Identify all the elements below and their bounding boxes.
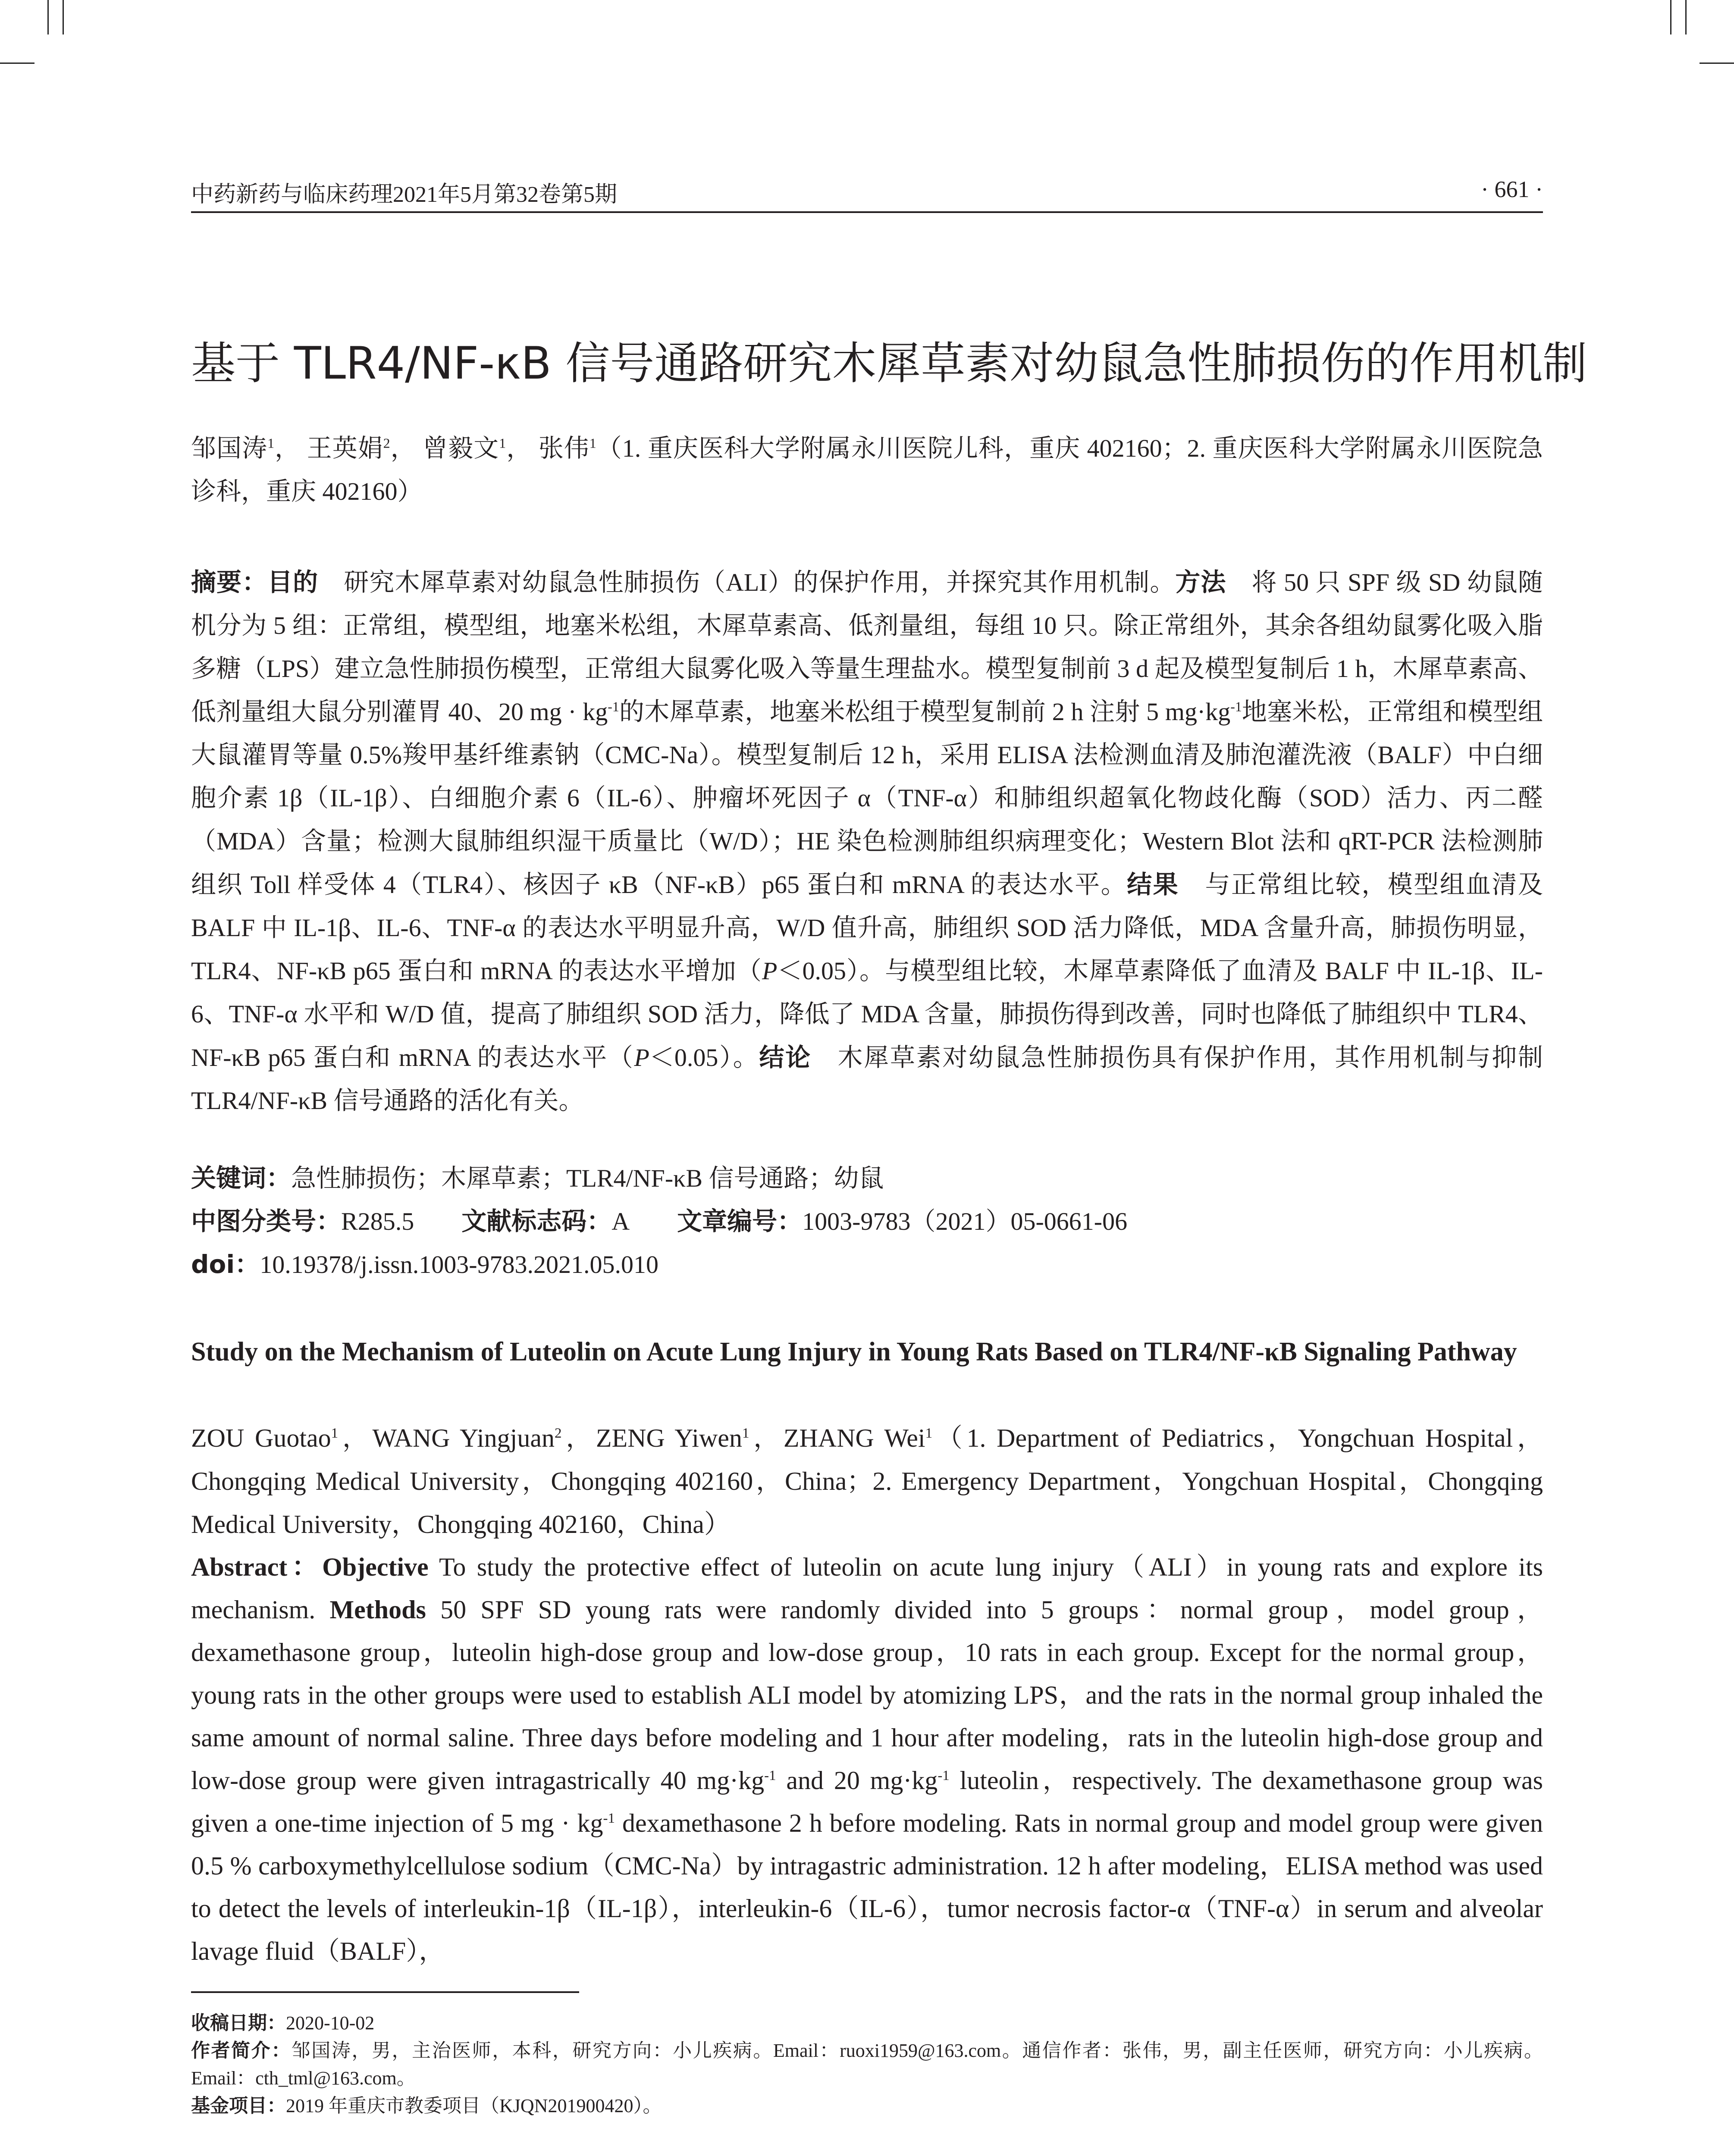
methods-text-en: dexamethasone 2 h before modeling. Rats in normal group and model group were given 0.5 % carboxymethylcellulose sodium（CMC-Na）by intragastric administration. 12 h after modeling，ELISA method was used to detect the levels of interleukin-1β（IL-1β），interleukin-6（IL-6），tumor necrosis factor-α（TNF-α）in serum and alveolar lavage fluid（BALF），: [191, 1809, 1543, 1965]
fund-info: [191, 2092, 1543, 2120]
results-label: 结果: [1127, 870, 1179, 899]
doc-code-label: 文献标志码：: [461, 1206, 612, 1236]
received-value: 2020-10-02: [286, 2012, 375, 2034]
doi-value: 10.19378/j.issn.1003-9783.2021.05.010: [260, 1250, 659, 1279]
article-title: 基于 TLR4/NF-κB 信号通路研究木犀草素对幼鼠急性肺损伤的作用机制: [191, 338, 1587, 389]
author-name: 曾毅文: [423, 434, 499, 462]
affil-marker: 1: [267, 436, 275, 451]
journal-name: 中药新药与临床药理2021年5月第32卷第5期: [191, 182, 618, 207]
crop-mark: [63, 0, 64, 34]
received-label: 收稿日期：: [191, 2012, 286, 2034]
crop-mark: [1700, 63, 1734, 64]
superscript: -1: [764, 1768, 776, 1783]
author-name: 邹国涛: [191, 434, 268, 462]
author-name: ZENG Yiwen: [596, 1424, 742, 1452]
conclusion-label: 结论: [759, 1043, 812, 1072]
abstract-label: 摘要：: [191, 567, 268, 597]
methods-text: 将 50 只 SPF 级 SD 幼鼠随机分为 5 组：正常组，模型组，地塞米松组，木犀草素高、低剂量组，每组 10 只。除正常组外，其余各组幼鼠雾化吸入脂多糖（LPS）建立急性肺损伤模型，正常组大鼠雾化吸入等量生理盐水。模型复制前 3 d 起及模型复制后 1 h，木犀草素高、低剂量组大鼠分别灌胃 40、20 mg · kg: [191, 568, 1543, 726]
superscript: -1: [1230, 699, 1242, 714]
results-text: ＜0.05）。: [649, 1044, 759, 1072]
footnote-rule: [191, 1991, 579, 1993]
p-symbol: P: [762, 957, 778, 985]
author-name: ZOU Guotao: [191, 1424, 331, 1452]
methods-label: 方法: [1175, 567, 1226, 597]
affiliation-cn: （1. 重庆医科大学附属永川医院儿科，重庆 402160；2. 重庆医科大学附属永川医院急诊科，重庆 402160）: [191, 434, 1543, 505]
author-bio-label: 作者简介：: [191, 2040, 292, 2062]
methods-label-en: Methods: [329, 1595, 426, 1624]
conclusion-text: 木犀草素对幼鼠急性肺损伤具有保护作用，其作用机制与抑制 TLR4/NF-κB 信号通路的活化有关。: [191, 1044, 1543, 1115]
author-bio-text: 邹国涛，男，主治医师，本科，研究方向：小儿疾病。Email：ruoxi1959@163.com。通信作者：张伟，男，副主任医师，研究方向：小儿疾病。Email：cth_tml@163.com。: [191, 2040, 1543, 2089]
crop-mark: [1685, 0, 1687, 34]
methods-text: 地塞米松，正常组和模型组大鼠灌胃等量 0.5%羧甲基纤维素钠（CMC-Na）。模型复制后 12 h，采用 ELISA 法检测血清及肺泡灌洗液（BALF）中白细胞介素 1β（IL-1β）、白细胞介素 6（IL-6）、肿瘤坏死因子 α（TNF-α）和肺组织超氧化物歧化酶（SOD）活力、丙二醛（MDA）含量；检测大鼠肺组织湿干质量比（W/D）；HE 染色检测肺组织病理变化；Western Blot 法和 qRT-PCR 法检测肺组织 Toll 样受体 4（TLR4）、核因子 κB（NF-κB）p65 蛋白和 mRNA 的表达水平。: [191, 698, 1543, 899]
footnotes: [191, 2009, 1543, 2120]
author-name: 张伟: [538, 434, 589, 462]
affil-marker: 1: [499, 436, 506, 451]
affil-marker: 2: [554, 1426, 562, 1441]
crop-mark: [47, 0, 49, 34]
received-date: [191, 2009, 1543, 2037]
clc-value: R285.5: [341, 1207, 414, 1235]
affil-marker: 1: [589, 436, 596, 451]
fund-label: 基金项目：: [191, 2095, 286, 2117]
author-name: 王英娟: [307, 434, 383, 462]
fund-text: 2019 年重庆市教委项目（KJQN201900420）。: [286, 2095, 662, 2116]
keywords-label: 关键词：: [191, 1163, 292, 1193]
article-title-en: Study on the Mechanism of Luteolin on Acute Lung Injury in Young Rats Based on TLR4/NF-κB Signaling Pathway: [191, 1337, 1517, 1366]
superscript: -1: [603, 1811, 615, 1826]
affiliation-en: （1. Department of Pediatrics，Yongchuan Hospital，Chongqing Medical University，Chongqing 402160，China；2. Emergency Department，Yongchuan Hospital，Chongqing Medical University，Chongqing 402160，China）: [191, 1424, 1543, 1539]
superscript: -1: [608, 699, 619, 714]
abstract-cn: [191, 561, 1543, 1122]
authors-cn: 邹国涛$^1$， 王英娟$^2$， 曾毅文$^1$， 张伟$^1$（1. 重庆医科大学附属永川医院儿科，重庆 402160；2. 重庆医科大学附属永川医院急诊科，重庆 402160）: [191, 434, 1543, 505]
results-text: ＜0.05）。与模型组比较，木犀草素降低了血清及 BALF 中 IL-1β、IL-6、TNF-α 水平和 W/D 值，提高了肺组织 SOD 活力，降低了 MDA 含量，肺损伤得到改善，同时也降低了肺组织中 TLR4、NF-κB p65 蛋白和 mRNA 的表达水平（: [191, 957, 1543, 1072]
author-name: ZHANG Wei: [783, 1424, 925, 1452]
author-name: WANG Yingjuan: [372, 1424, 555, 1452]
page-number: · 661 ·: [1481, 176, 1543, 202]
methods-text: 的木犀草素，地塞米松组于模型复制前 2 h 注射 5 mg·kg: [619, 698, 1231, 726]
objective-label-en: Objective: [322, 1553, 429, 1581]
running-header: [191, 176, 1543, 207]
results-text: 与正常组比较，模型组血清及 BALF 中 IL-1β、IL-6、TNF-α 的表达水平明显升高，W/D 值升高，肺组织 SOD 活力降低，MDA 含量升高，肺损伤明显，TLR4、NF-κB p65 蛋白和 mRNA 的表达水平增加（: [191, 871, 1543, 985]
author-bio: [191, 2037, 1543, 2092]
doc-code-value: A: [611, 1207, 630, 1235]
objective-label: 目的: [267, 567, 319, 597]
objective-text: 研究木犀草素对幼鼠急性肺损伤（ALI）的保护作用，并探究其作用机制。: [344, 568, 1176, 596]
p-symbol: P: [634, 1044, 649, 1072]
affil-marker: 1: [331, 1426, 339, 1441]
abstract-label-en: Abstract：: [191, 1553, 323, 1581]
doi-label: doi：: [191, 1250, 260, 1279]
article-no-label: 文章编号：: [677, 1206, 803, 1236]
crop-mark: [1670, 0, 1671, 34]
methods-text-en: 50 SPF SD young rats were randomly divided into 5 groups：normal group，model group，dexamethasone group，luteolin high-dose group and low-dose group，10 rats in each group. Except for the normal group，young rats in the other groups were used to establish ALI model by atomizing LPS，and the rats in the normal group inhaled the same amount of normal saline. Three days before modeling and 1 hour after modeling，rats in the luteolin high-dose group and low-dose group were given intragastrically 40 mg·kg: [191, 1595, 1543, 1795]
clc-label: 中图分类号：: [191, 1206, 342, 1236]
objective-text-en: To study the protective effect of luteolin on acute lung injury（ALI）in young rats and explore its mechanism.: [191, 1553, 1543, 1624]
methods-text-en: luteolin，respectively. The dexamethasone group was given a one-time injection of 5 mg · kg: [191, 1766, 1543, 1837]
methods-text-en: and 20 mg·kg: [776, 1766, 938, 1795]
affil-marker: 1: [742, 1426, 749, 1441]
authors-en: ZOU Guotao$^1$，WANG Yingjuan$^2$，ZENG Yiwen$^1$，ZHANG Wei$^1$（1. Department of Pediatrics，Yongchuan Hospital，Chongqing Medical University，Chongqing 402160，China；2. Emergency Department，Yongchuan Hospital，Chongqing Medical University，Chongqing 402160，China）: [191, 1424, 1543, 1539]
classification-line: [191, 1201, 1127, 1237]
keywords-text: 急性肺损伤；木犀草素；TLR4/NF-κB 信号通路；幼鼠: [291, 1164, 884, 1192]
header-rule: [191, 211, 1543, 213]
keywords: [191, 1158, 884, 1194]
affil-marker: 2: [383, 436, 390, 451]
abstract-en: [191, 1546, 1543, 1973]
affil-marker: 1: [925, 1426, 933, 1441]
superscript: -1: [938, 1768, 950, 1783]
doi-line: [191, 1244, 658, 1280]
article-no-value: 1003-9783（2021）05-0661-06: [802, 1207, 1128, 1235]
crop-mark: [0, 63, 34, 64]
